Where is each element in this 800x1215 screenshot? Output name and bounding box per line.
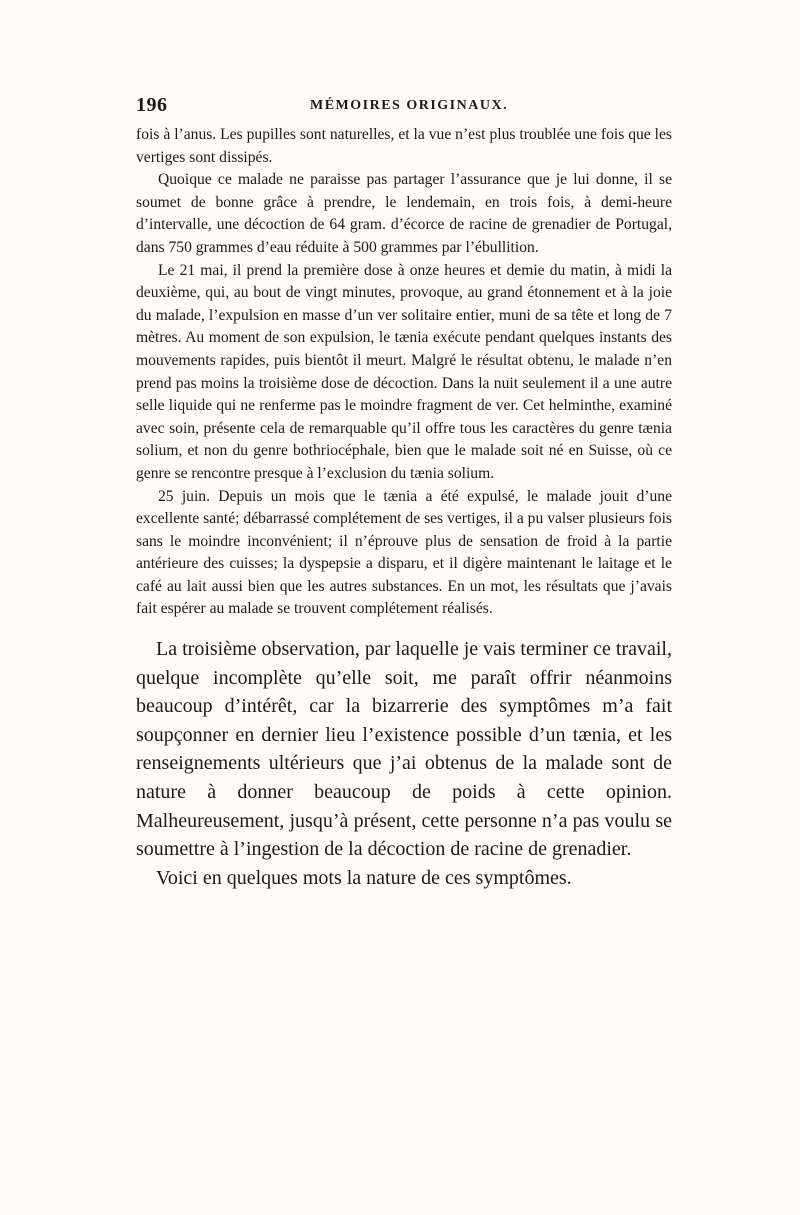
paragraph: Quoique ce malade ne paraisse pas partager l’assurance que je lui donne, il se soumet de bonne grâce à prendre, le lendemain, en trois fois, à demi-heure d’intervalle, une décoction de 64 gram. d’écorce de racine de grenadier de Portugal, dans 750 grammes d’eau réduite à 500 grammes par l’ébullition. xyxy=(136,171,672,256)
paragraph: Le 21 mai, il prend la première dose à onze heures et demie du matin, à midi la deuxième, qui, au bout de vingt minutes, provoque, au grand étonnement et à la joie du malade, l’expulsion en masse d’un ver solitaire entier, muni de sa tête et long de 7 mètres. Au moment de son expulsion, le tænia exécute pendant quelques instants des mouvements rapides, puis bientôt il meurt. Malgré le résultat obtenu, le malade n’en prend pas moins la troisième dose de décoction. Dans la nuit seulement il a une autre selle liquide qui ne renferme pas le moindre fragment de ver. Cet helminthe, examiné avec soin, présente cela de remarquable qu’il offre tous les caractères du genre tænia solium, et non du genre bothriocéphale, bien que le malade soit né en Suisse, où ce genre se rencontre presque à l’exclusion du tænia solium. xyxy=(136,261,672,482)
paragraph: Voici en quelques mots la nature de ces symptômes. xyxy=(156,866,572,889)
page xyxy=(136,94,672,892)
paragraph: 25 juin. Depuis un mois que le tænia a été expulsé, le malade jouit d’une excellente santé; débarrassé complétement de ses vertiges, il a pu valser plusieurs fois sans le moindre inconvénient; il n’éprouve plus de sensation de froid à la partie antérieure des cuisses; la dyspepsie a disparu, et il digère maintenant le laitage et le café au lait aussi bien que les autres substances. En un mot, les résultats que j’avais fait espérer au malade se trouvent complétement réalisés. xyxy=(136,487,672,618)
page-number: 196 xyxy=(136,94,168,116)
running-head xyxy=(136,94,672,124)
paragraph: fois à l’anus. Les pupilles sont naturelles, et la vue n’est plus troublée une fois que les vertiges sont dissipés. xyxy=(136,126,672,166)
running-title: MÉMOIRES ORIGINAUX. xyxy=(310,98,509,113)
observation-text xyxy=(136,124,672,621)
main-text xyxy=(136,635,672,892)
paragraph: La troisième observation, par laquelle je vais terminer ce travail, quelque incomplète qu’elle soit, me paraît offrir néanmoins beaucoup d’intérêt, car la bizarrerie des symptômes m’a fait soupçonner en dernier lieu l’existence possible d’un tænia, et les renseignements ultérieurs que j’ai obtenus de la malade sont de nature à donner beaucoup de poids à cette opinion. Malheureusement, jusqu’à présent, cette personne n’a pas voulu se soumettre à l’ingestion de la décoction de racine de grenadier. xyxy=(136,638,672,861)
